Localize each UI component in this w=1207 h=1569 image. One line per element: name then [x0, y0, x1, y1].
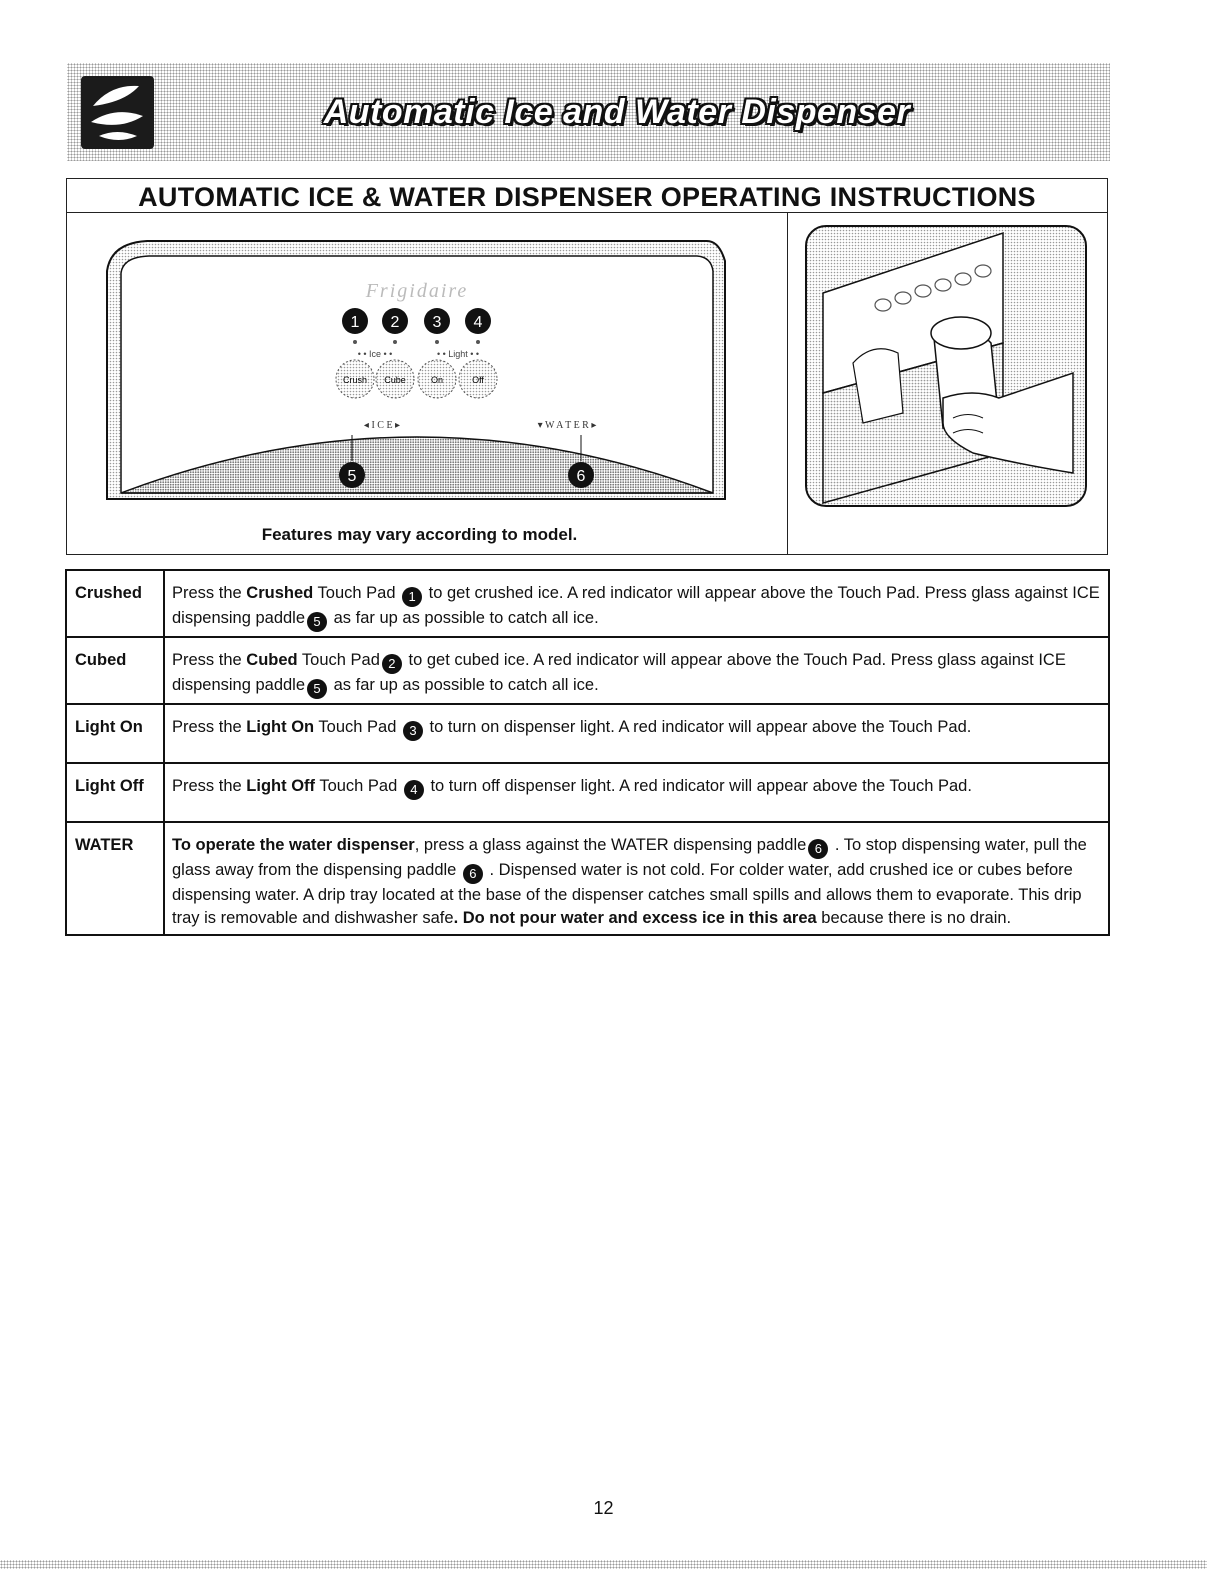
- callout-1: [342, 308, 368, 334]
- callout-3: [424, 308, 450, 334]
- water-paddle-label: ▾ W A T E R ▸: [537, 420, 597, 431]
- row-text: Press the Cubed Touch Pad 2 to get cubed ice. A red indicator will appear above the Touch Pad. Press glass against ICE dispensing paddle 5 as far up as possible to catch all ice.: [164, 637, 1109, 704]
- section-title: AUTOMATIC ICE & WATER DISPENSER OPERATING INSTRUCTIONS: [67, 179, 1107, 213]
- svg-text:On: On: [430, 375, 444, 385]
- pad-light-off: [459, 360, 497, 398]
- diagram-caption: Features may vary according to model.: [261, 525, 578, 544]
- page-number: 12: [593, 1498, 614, 1518]
- callout-4: [465, 308, 491, 334]
- svg-text:4: 4: [473, 314, 483, 331]
- callout-badge: 6: [808, 839, 828, 859]
- table-row: [66, 822, 1109, 935]
- row-label: Light Off: [66, 763, 164, 822]
- row-label: Cubed: [66, 637, 164, 704]
- callout-5: [339, 462, 365, 488]
- ice-paddle-label: ◂ I C E ▸: [363, 420, 401, 431]
- callout-6: [568, 462, 594, 488]
- row-label: Light On: [66, 704, 164, 763]
- row-text: Press the Crushed Touch Pad 1 to get crushed ice. A red indicator will appear above the Touch Pad. Press glass against ICE dispensing paddle 5 as far up as possible to catch all ice.: [164, 570, 1109, 637]
- table-row: [66, 704, 1109, 763]
- svg-text:2: 2: [390, 314, 400, 331]
- brand-logo: Frigidaire: [365, 280, 469, 302]
- header-banner: [67, 63, 1110, 161]
- instructions-table: [65, 569, 1110, 936]
- callout-badge: 6: [463, 864, 483, 884]
- callout-badge: 4: [404, 780, 424, 800]
- callout-badge: 5: [307, 679, 327, 699]
- row-text: Press the Light On Touch Pad 3 to turn on dispenser light. A red indicator will appear above the Touch Pad.: [164, 704, 1109, 763]
- control-panel-diagram: [97, 231, 797, 506]
- svg-text:6: 6: [576, 468, 586, 485]
- pad-crush: [336, 360, 374, 398]
- svg-text:Crush: Crush: [342, 375, 368, 385]
- instructions-frame: [66, 178, 1108, 555]
- row-text: To operate the water dispenser, press a glass against the WATER dispensing paddle 6 . To stop dispensing water, pull the glass away from the dispensing paddle 6 . Dispensed water is not cold. For colder water, add crushed ice or cubes before dispensing water. A drip tray located at the base of the dispenser catches small spills and allows them to evaporate. This drip tray is removable and dishwasher safe. Do not pour water and excess ice in this area because there is no drain.: [164, 822, 1109, 935]
- callout-2: [382, 308, 408, 334]
- row-text: Press the Light Off Touch Pad 4 to turn off dispenser light. A red indicator will appear above the Touch Pad.: [164, 763, 1109, 822]
- bottom-edge-texture: [0, 1560, 1207, 1569]
- callout-badge: 1: [402, 587, 422, 607]
- svg-text:1: 1: [350, 314, 360, 331]
- light-group-label: • • Light • •: [436, 349, 480, 359]
- table-row: [66, 570, 1109, 637]
- svg-text:5: 5: [347, 468, 357, 485]
- pad-cube: [376, 360, 414, 398]
- pad-light-on: [418, 360, 456, 398]
- svg-text:3: 3: [432, 314, 442, 331]
- glass-dispensing-illustration: [803, 223, 1093, 513]
- svg-text:Cube: Cube: [384, 375, 406, 385]
- ice-cube-leaves-icon: [81, 76, 154, 149]
- table-row: [66, 763, 1109, 822]
- svg-text:Off: Off: [472, 375, 484, 385]
- callout-badge: 3: [403, 721, 423, 741]
- ice-group-label: • • Ice • •: [357, 349, 393, 359]
- row-label: Crushed: [66, 570, 164, 637]
- callout-badge: 5: [307, 612, 327, 632]
- callout-badge: 2: [382, 654, 402, 674]
- table-row: [66, 637, 1109, 704]
- banner-title: Automatic Ice and Water Dispenser: [323, 93, 911, 131]
- row-label: WATER: [66, 822, 164, 935]
